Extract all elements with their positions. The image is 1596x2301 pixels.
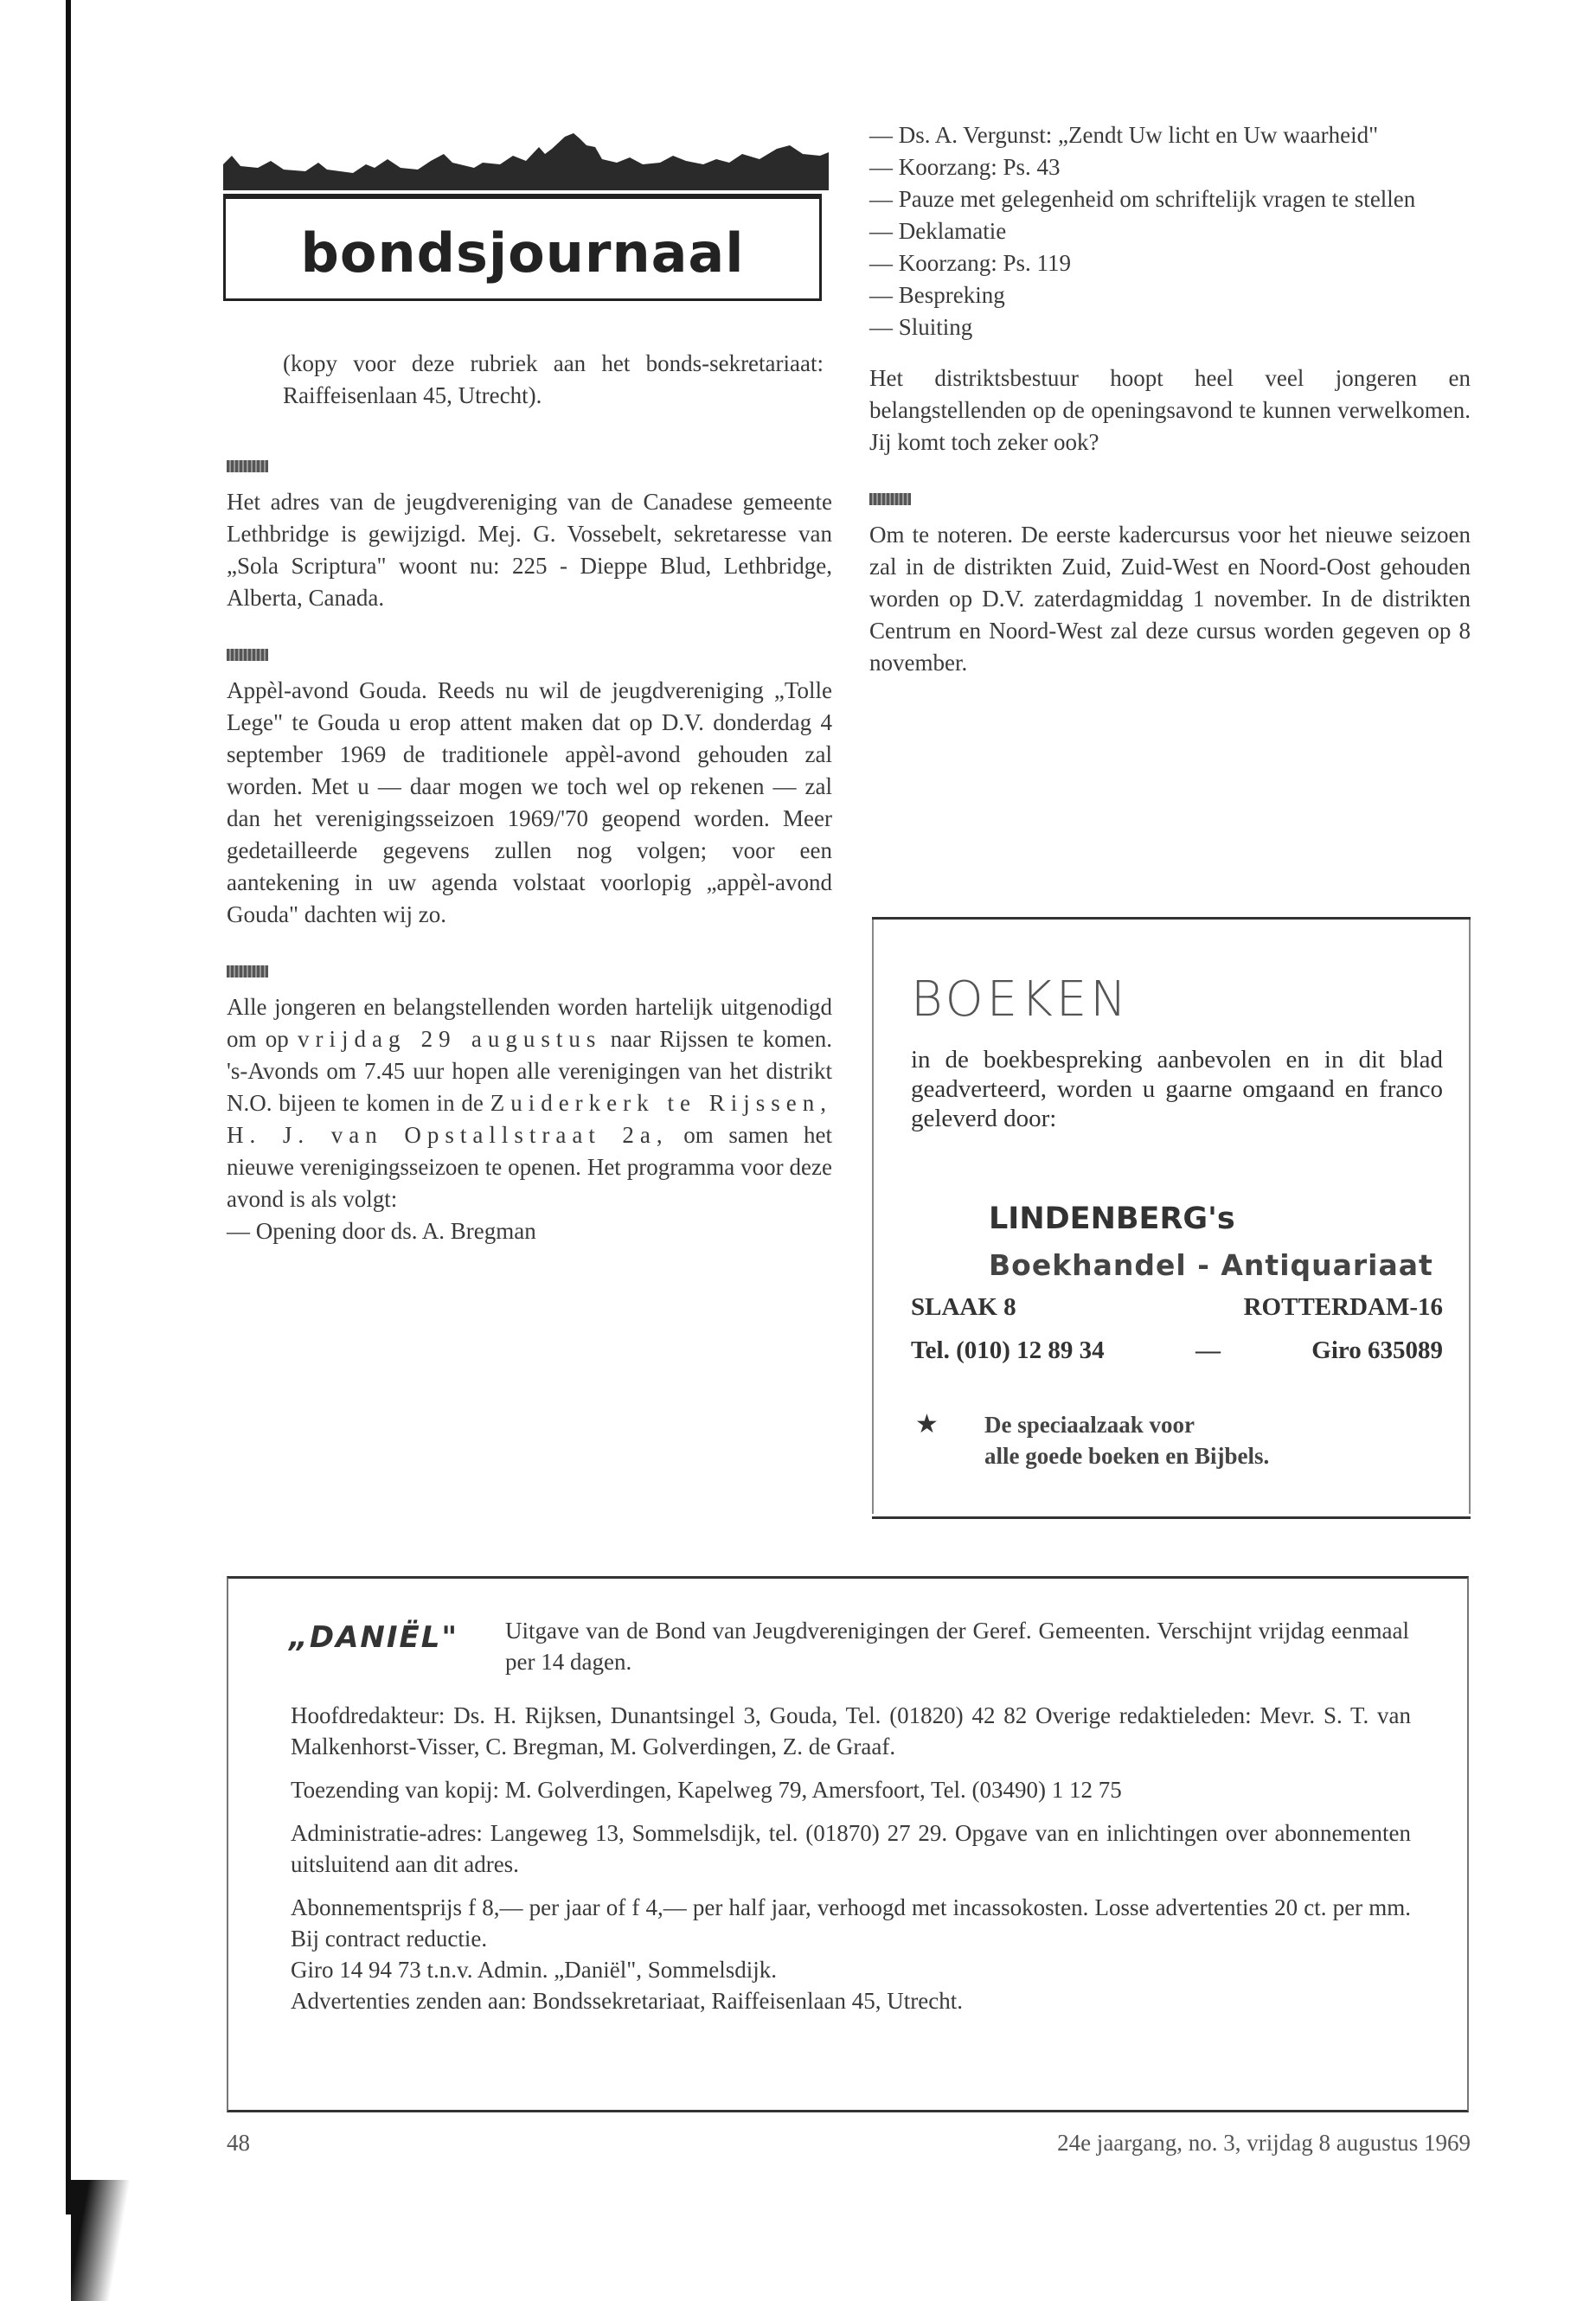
item-marker [227,965,268,977]
shop-street: SLAAK 8 [911,1293,1016,1321]
slogan-line: alle goede boeken en Bijbels. [984,1443,1270,1469]
slogan-line: De speciaalzaak voor [984,1412,1195,1438]
star-icon: ★ [915,1410,939,1439]
rijssen-text-a: Alle jongeren en belangstellenden worden hartelijk uitgenodigd om op [227,994,832,1052]
left-column [227,348,832,1247]
rijssen-date: vrijdag 29 augustus [297,1026,602,1052]
colophon-editors: Hoofdredakteur: Ds. H. Rijksen, Dunantsingel 3, Gouda, Tel. (01820) 42 82 Overige redaktieleden: Mevr. S. T. van Malkenhorst-Visser, C. Bregman, M. Golverdingen, Z. de Graaf. [291,1702,1411,1759]
contact-row [911,1336,1443,1365]
colophon-ads: Advertenties zenden aan: Bondssekretariaat, Raiffeisenlaan 45, Utrecht. [291,1988,963,2014]
ad-slogan [984,1409,1269,1471]
colophon [227,1576,1469,2112]
program-item: — Sluiting [869,314,973,340]
article-lethbridge: Het adres van de jeugdvereniging van de Canadese gemeente Lethbridge is gewijzigd. Mej. G. Vossebelt, sekretaresse van „Sola Scriptura" woont nu: 225 - Dieppe Blud, Lethbridge, Alberta, Canada. [227,489,832,611]
colophon-subscription: Abonnementsprijs f 8,— per jaar of f 4,— per half jaar, verhoogd met incassokosten. Losse advertenties 20 ct. per mm. Bij contract reductie. [291,1894,1411,1952]
bookshop-ad [872,917,1471,1519]
scan-smudge [71,2180,149,2301]
program-item: — Deklamatie [869,218,1007,244]
title-box [223,194,822,301]
issue-info: 24e jaargang, no. 3, vrijdag 8 augustus 1969 [1057,2130,1471,2156]
page-number: 48 [227,2130,250,2156]
article-rijssen [227,991,832,1215]
shop-subtitle: Boekhandel - Antiquariaat [989,1248,1433,1282]
right-column [869,119,1471,679]
colophon-intro: Uitgave van de Bond van Jeugdverenigingen der Geref. Gemeenten. Verschijnt vrijdag eenmaal per 14 dagen. [505,1618,1409,1675]
program-item: — Bespreking [869,282,1005,308]
item-marker [227,649,268,661]
program-item: — Opening door ds. A. Bregman [227,1218,536,1244]
colophon-giro: Giro 14 94 73 t.n.v. Admin. „Daniël", Sommelsdijk. [291,1957,777,1983]
shop-city: ROTTERDAM-16 [1243,1293,1443,1321]
scan-edge [66,0,71,2214]
ad-heading: BOEKEN [911,971,1131,1028]
shop-name: LINDENBERG's [989,1202,1235,1236]
ad-text: in de boekbespreking aanbevolen en in dit blad geadverteerd, worden u gaarne omgaand en franco geleverd door: [911,1046,1443,1132]
program-item: — Ds. A. Vergunst: „Zendt Uw licht en Uw waarheid" [869,122,1379,148]
program-item: — Pauze met gelegenheid om schriftelijk vragen te stellen [869,186,1416,212]
magazine-name: „DANIËL" [289,1620,459,1655]
colophon-copy: Toezending van kopij: M. Golverdingen, Kapelweg 79, Amersfoort, Tel. (03490) 1 12 75 [291,1777,1122,1803]
colophon-body [291,1700,1411,2016]
section-header [223,130,829,307]
shop-giro: Giro 635089 [1311,1336,1443,1364]
colophon-admin: Administratie-adres: Langeweg 13, Sommelsdijk, tel. (01870) 27 29. Opgave van en inlichtingen over abonnementen uitsluitend aan dit adres. [291,1820,1411,1877]
program-item: — Koorzang: Ps. 119 [869,250,1071,276]
rijssen-place: Zuiderkerk te Rijssen, H. J. van Opstallstraat 2a, [227,1090,832,1148]
separator-dash: — [1195,1336,1221,1364]
page-title: bondsjournaal [300,221,745,285]
item-marker [227,460,268,472]
shop-tel: Tel. (010) 12 89 34 [911,1336,1105,1364]
article-appel-avond: Appèl-avond Gouda. Reeds nu wil de jeugdvereniging „Tolle Lege" te Gouda u erop attent maken dat op D.V. donderdag 4 september 1969 de traditionele appèl-avond gehouden zal worden. Met u — daar mogen we toch wel op rekenen — zal dan het verenigingsseizoen 1969/'70 geopend worden. Meer gedetailleerde gegevens zullen nog volgen; voor een aantekening in uw agenda volstaat voorlopig „appèl-avond Gouda" dachten wij zo. [227,677,832,927]
intro-note: (kopy voor deze rubriek aan het bonds-sekretariaat: Raiffeisenlaan 45, Utrecht). [283,350,824,408]
program-item: — Koorzang: Ps. 43 [869,154,1061,180]
rijssen-text-c: om samen het nieuwe verenigingsseizoen te openen. Het programma voor deze avond is als volgt: [227,1122,833,1212]
skyline-illustration [223,130,829,190]
item-marker [869,493,911,505]
article-kadercursus: Om te noteren. De eerste kadercursus voor het nieuwe seizoen zal in de distrikten Zuid, Zuid-West en Noord-Oost gehouden worden op D.V. zaterdagmiddag 1 november. In de distrikten Centrum en Noord-West zal deze cursus worden gegeven op 8 november. [869,522,1471,676]
article-welcome: Het distriktsbestuur hoopt heel veel jongeren en belangstellenden op de openingsavond te kunnen verwelkomen. Jij komt toch zeker ook? [869,365,1471,455]
address-row [911,1293,1443,1322]
rijssen-text-b: naar Rijssen te komen. 's-Avonds om 7.45 uur hopen alle verenigingen van het distrikt N.O. bijeen te komen in de [227,1026,833,1116]
